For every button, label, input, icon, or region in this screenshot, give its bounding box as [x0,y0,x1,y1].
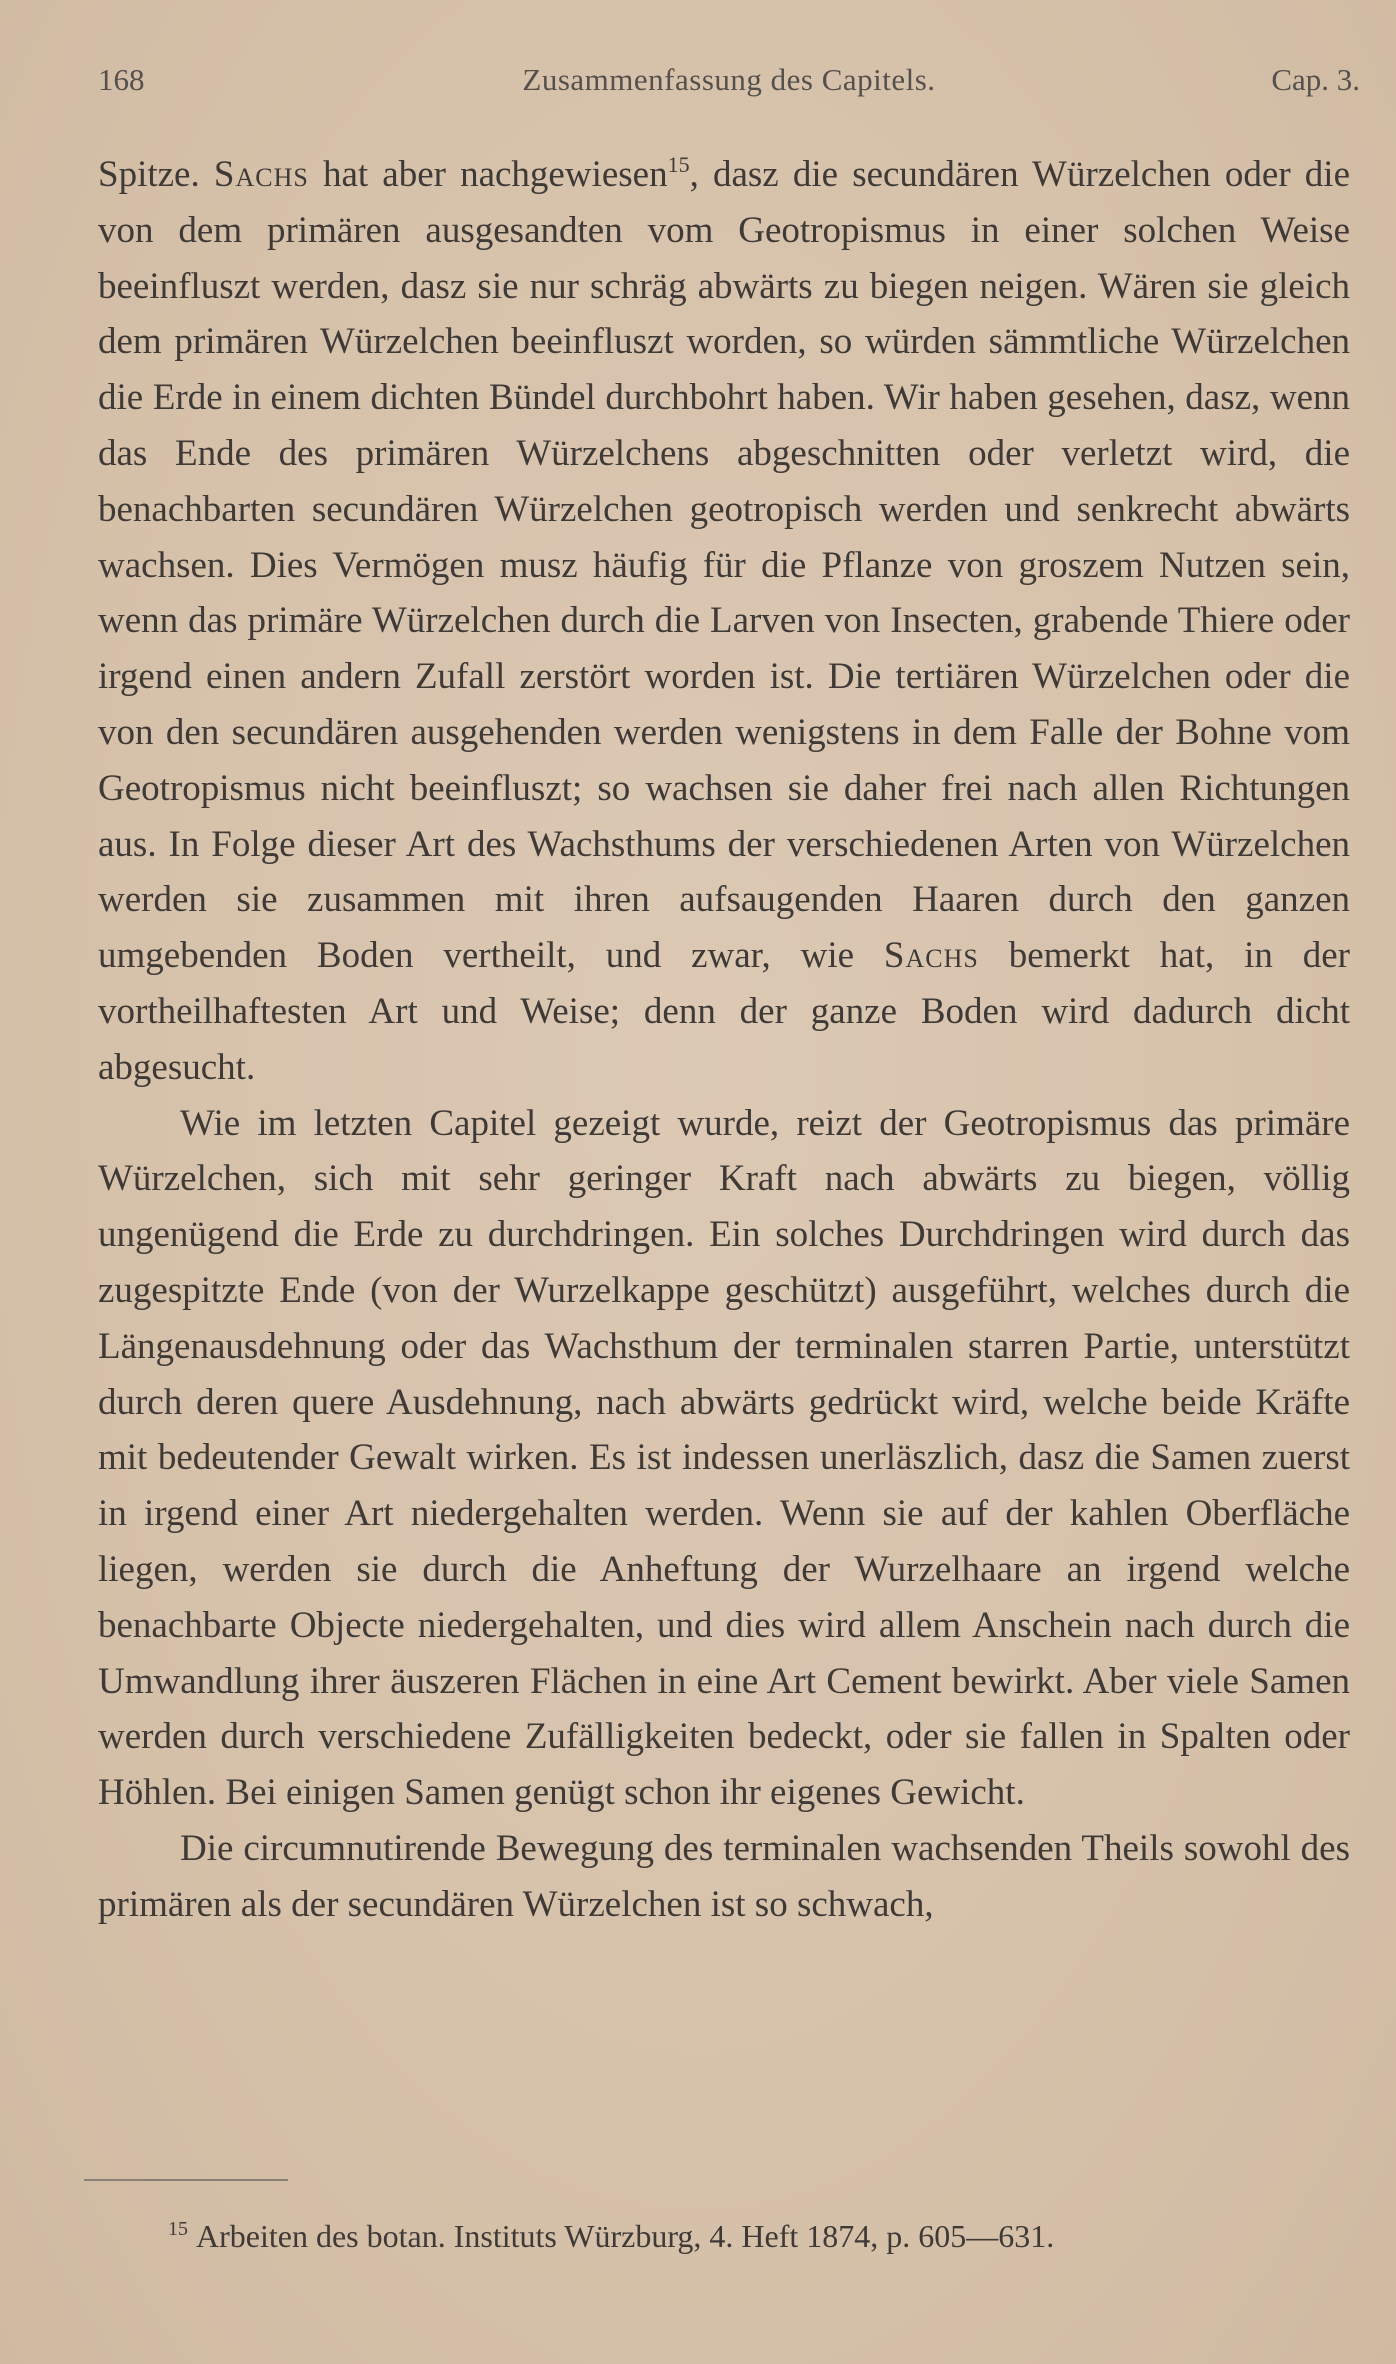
paragraph-2: Wie im letzten Capitel gezeigt wurde, reizt der Geotropismus das primäre Würzelchen, sich mit sehr geringer Kraft nach abwärts zu biegen, völlig ungenügend die Erde zu durchdringen. Ein solches Durchdringen wird durch das zugespitzte Ende (von der Wurzelkappe geschützt) ausgeführt, welches durch die Längenausdehnung oder das Wachsthum der terminalen starren Partie, unterstützt durch deren quere Ausdehnung, nach abwärts gedrückt wird, welche beide Kräfte mit bedeutender Gewalt wirken. Es ist indessen unerläszlich, dasz die Samen zuerst in irgend einer Art niedergehalten werden. Wenn sie auf der kahlen Oberfläche liegen, werden sie durch die Anheftung der Wurzelhaare an irgend welche benachbarte Objecte niedergehalten, und dies wird allem Anschein nach durch die Umwandlung ihrer äuszeren Flächen in eine Art Cement bewirkt. Aber viele Samen werden durch verschiedene Zufälligkeiten bedeckt, oder sie fallen in Spalten oder Höhlen. Bei einigen Samen genügt schon ihr eigenes Gewicht. [98,1102,1350,1814]
author-name-sachs: Sachs [213,154,309,195]
text-segment: bemerkt hat, in der vortheilhaftesten Art und Weise; denn der ganze Boden wird dadurch dicht abgesucht. [98,935,1350,1088]
chapter-label: Cap. 3. [1271,62,1360,97]
footnote-reference[interactable]: 15 [667,152,690,177]
text-segment: hat aber nachgewiesen [308,154,668,195]
text-segment: , dasz die secundären Würzelchen oder die von dem primären ausgesandten vom Geotropismus in einer solchen Weise beeinfluszt werden, dasz sie nur schräg abwärts zu biegen neigen. Wären sie gleich dem primären Würzelchen beeinfluszt worden, so würden sämmtliche Würzelchen die Erde in einem dichten Bündel durchbohrt haben. Wir haben gesehen, dasz, wenn das Ende des primären Würzelchens abgeschnitten oder verletzt wird, die benachbarten secundären Würzelchen geotropisch werden und senkrecht abwärts wachsen. Dies Vermögen musz häufig für die Pflanze von groszem Nutzen sein, wenn das primäre Würzelchen durch die Larven von Insecten, grabende Thiere oder irgend einen andern Zufall zerstört worden ist. Die tertiären Würzelchen oder die von den secundären ausgehenden werden wenigstens in dem Falle der Bohne vom Geotropismus nicht beeinfluszt; so wachsen sie daher frei nach allen Richtungen aus. In Folge dieser Art des Wachsthums der verschiedenen Arten von Würzelchen werden sie zusammen mit ihren aufsaugenden Haaren durch den ganzen umgebenden Boden vertheilt, und zwar, wie [98,154,1350,977]
text-segment: Spitze. [98,154,214,195]
running-title: Zusammenfassung des Capitels. [522,62,936,97]
author-name-sachs: Sachs [883,935,979,977]
footnote [168,2218,1318,2255]
footnote-divider [84,2179,288,2181]
main-text [98,147,1350,1933]
footnote-text: Arbeiten des botan. Instituts Würzburg, 4. Heft 1874, p. 605—631. [196,2218,1055,2254]
page-header [98,62,1360,112]
footnote-number: 15 [168,2218,188,2240]
page-number: 168 [98,62,145,97]
paragraph-3: Die circumnutirende Bewegung des terminalen wachsenden Theils sowohl des primären als der secundären Würzelchen ist so schwach, [98,1827,1350,1925]
paragraph-1 [98,147,1350,1096]
